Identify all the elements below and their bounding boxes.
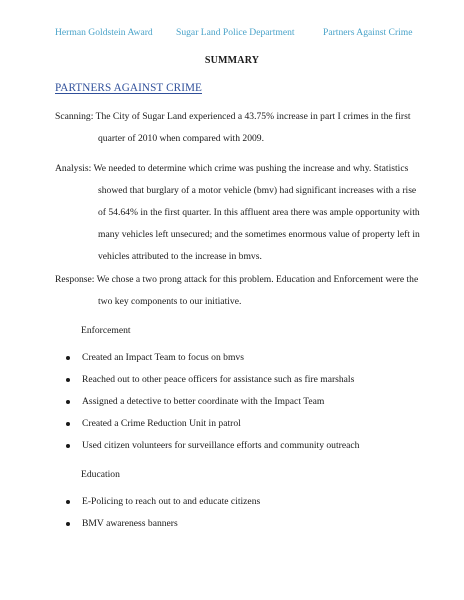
enforcement-heading: Enforcement (81, 325, 131, 336)
list-item-text: E-Policing to reach out to and educate citizens (82, 496, 261, 507)
scanning-line-1: Scanning: The City of Sugar Land experienced a 43.75% increase in part I crimes in the first (55, 111, 411, 122)
header-project-name: Partners Against Crime (323, 27, 413, 38)
bullet-icon (66, 356, 70, 360)
education-heading: Education (81, 469, 120, 480)
header-department-name: Sugar Land Police Department (176, 27, 295, 38)
summary-title: SUMMARY (204, 55, 260, 66)
section-heading: PARTNERS AGAINST CRIME (55, 82, 202, 94)
response-line-1: Response: We chose a two prong attack for this problem. Education and Enforcement were the (55, 274, 419, 285)
list-item-text: Created a Crime Reduction Unit in patrol (82, 418, 241, 429)
page-header (0, 27, 464, 41)
bullet-icon (66, 522, 70, 526)
analysis-line-2: showed that burglary of a motor vehicle (bmv) had significant increases with a rise (98, 185, 417, 196)
bullet-icon (66, 400, 70, 404)
scanning-line-2: quarter of 2010 when compared with 2009. (98, 133, 264, 144)
analysis-line-4: many vehicles left unsecured; and the sometimes enormous value of property left in (98, 229, 420, 240)
analysis-line-5: vehicles attributed to the increase in bmvs. (98, 251, 262, 262)
list-item-text: Assigned a detective to better coordinate with the Impact Team (82, 396, 325, 407)
header-award-name: Herman Goldstein Award (55, 27, 153, 38)
bullet-icon (66, 444, 70, 448)
analysis-line-3: of 54.64% in the first quarter. In this affluent area there was ample opportunity with (98, 207, 420, 218)
list-item-text: Reached out to other peace officers for assistance such as fire marshals (82, 374, 355, 385)
bullet-icon (66, 500, 70, 504)
response-line-2: two key components to our initiative. (98, 296, 242, 307)
list-item-text: Created an Impact Team to focus on bmvs (82, 352, 244, 363)
bullet-icon (66, 378, 70, 382)
bullet-icon (66, 422, 70, 426)
list-item-text: BMV awareness banners (82, 518, 178, 529)
analysis-line-1: Analysis: We needed to determine which crime was pushing the increase and why. Statistics (55, 163, 409, 174)
list-item-text: Used citizen volunteers for surveillance efforts and community outreach (82, 440, 360, 451)
